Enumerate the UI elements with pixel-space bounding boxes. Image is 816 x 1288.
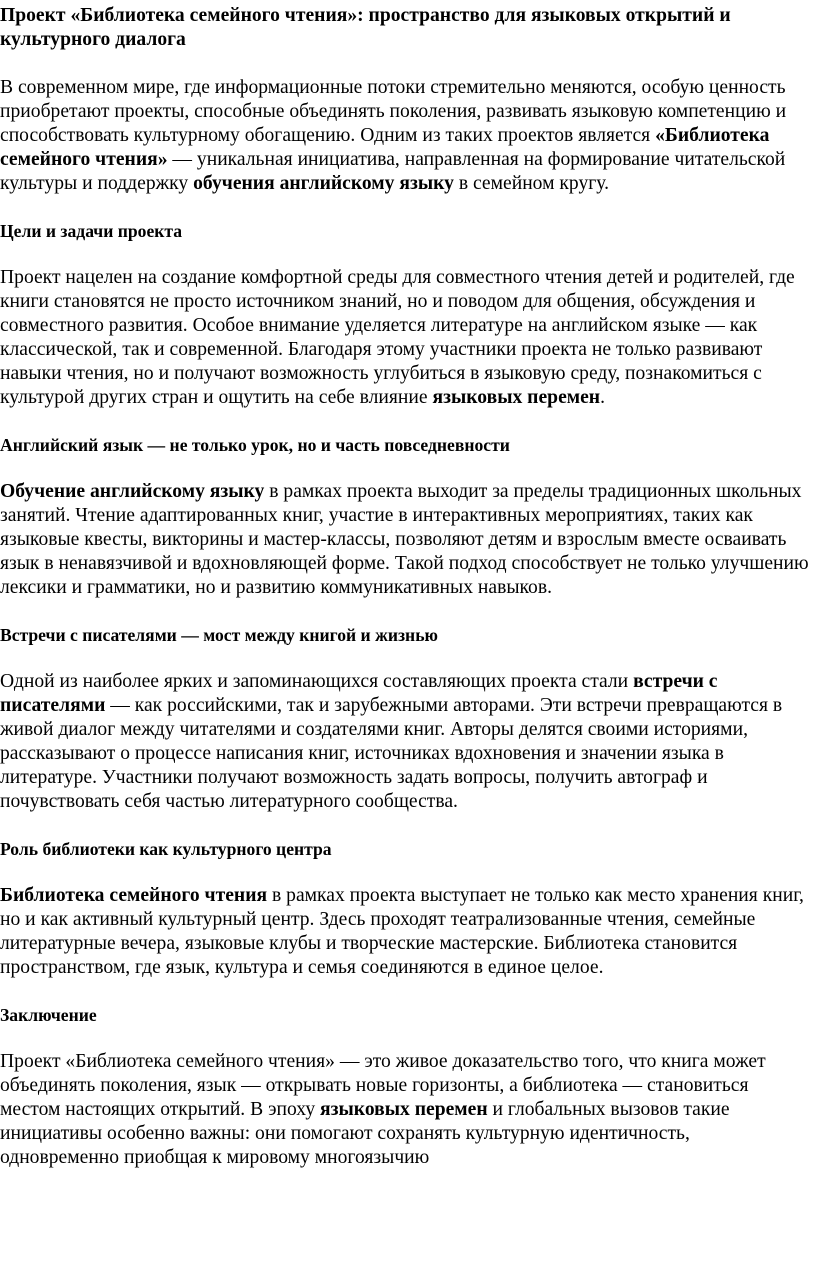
text-run: Проект нацелен на создание комфортной среды для совместного чтения детей и родителей, где книги становятся не просто источником знаний, но и поводом для общения, обсуждения и совместного развития. Особое внимание уделяется литературе на английском языке — как классической, так и современной. Благодаря этому участники проекта не только развивают навыки чтения, но и получают возможность углубиться в языковую среду, познакомиться с культурой других стран и ощутить на себе влияние bbox=[0, 267, 795, 408]
bold-run: «Библиотека семейного чтения» bbox=[0, 125, 770, 170]
text-run: в семейном кругу. bbox=[453, 173, 610, 194]
bold-run: обучения английскому языку bbox=[193, 173, 454, 194]
text-run: — уникальная инициатива, направленная на формирование читательской культуры и поддержку bbox=[0, 149, 786, 194]
text-run: Одной из наиболее ярких и запоминающихся составляющих проекта стали bbox=[0, 671, 634, 692]
text-run: в рамках проекта выходит за пределы традиционных школьных занятий. Чтение адаптированных книг, участие в интерактивных мероприятиях, таких как языковые квесты, викторины и мастер-классы, позволяют детям и взрослым вместе осваивать язык в ненавязчивой и вдохновляющей форме. Такой подход способствует не только улучшению лексики и грамматики, но и развитию коммуникативных навыков. bbox=[0, 481, 809, 598]
section-paragraph-meetings bbox=[0, 670, 810, 814]
section-paragraph-english bbox=[0, 480, 810, 600]
bold-run: Библиотека семейного чтения bbox=[0, 885, 268, 906]
bold-run: языковых перемен bbox=[320, 1099, 488, 1120]
section-paragraph-goals bbox=[0, 266, 810, 410]
section-paragraph-library bbox=[0, 884, 810, 980]
text-run: в рамках проекта выступает не только как место хранения книг, но и как активный культурный центр. Здесь проходят театрализованные чтения, семейные литературные вечера, языковые клубы и творческие мастерские. Библиотека становится пространством, где язык, культура и семья соединяются в единое целое. bbox=[0, 885, 804, 978]
text-run: — как российскими, так и зарубежными авторами. Эти встречи превращаются в живой диалог между читателями и создателями книг. Авторы делятся своими историями, рассказывают о процессе написания книг, источниках вдохновения и значении языка в литературе. Участники получают возможность задать вопросы, получить автограф и почувствовать себя частью литературного сообщества. bbox=[0, 695, 783, 812]
bold-run: встречи с писателями bbox=[0, 671, 718, 716]
section-paragraph-conclusion bbox=[0, 1050, 810, 1170]
section-heading-meetings: Встречи с писателями — мост между книгой и жизнью bbox=[0, 625, 438, 645]
text-run: . bbox=[600, 387, 606, 408]
section-heading-conclusion: Заключение bbox=[0, 1005, 97, 1025]
bold-run: Обучение английскому языку bbox=[0, 481, 265, 502]
section-heading-goals: Цели и задачи проекта bbox=[0, 221, 183, 241]
section-heading-library: Роль библиотеки как культурного центра bbox=[0, 839, 332, 859]
bold-run: языковых перемен bbox=[432, 387, 601, 408]
section-heading-english: Английский язык — не только урок, но и часть повседневности bbox=[0, 435, 510, 455]
text-run: Проект «Библиотека семейного чтения» — это живое доказательство того, что книга может объединять поколения, язык — открывать новые горизонты, а библиотека — становиться местом настоящих открытий. В эпоху bbox=[0, 1051, 766, 1120]
text-run: В современном мире, где информационные потоки стремительно меняются, особую ценность приобретают проекты, способные объединять поколения, развивать языковую компетенцию и способствовать культурному обогащению. Одним из таких проектов является bbox=[0, 77, 787, 146]
document-title: Проект «Библиотека семейного чтения»: пространство для языковых открытий и культурного диалога bbox=[0, 5, 731, 50]
text-run: и глобальных вызовов такие инициативы особенно важны: они помогают сохранять культурную идентичность, одновременно приобщая к мировому многоязычию bbox=[0, 1099, 730, 1168]
intro-paragraph bbox=[0, 76, 810, 196]
